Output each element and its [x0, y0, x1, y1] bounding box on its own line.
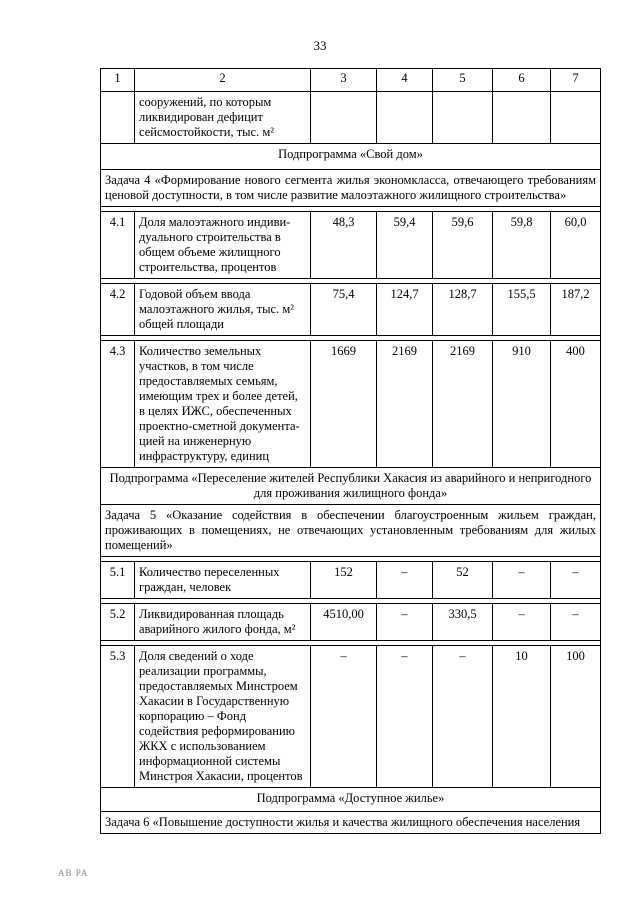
- value-cell: –: [377, 604, 433, 641]
- value-cell: 75,4: [311, 284, 377, 336]
- value-cell: 60,0: [551, 212, 601, 279]
- value-cell: –: [493, 562, 551, 599]
- table-row: [101, 92, 601, 144]
- value-cell: –: [311, 646, 377, 788]
- row-number: 5.2: [101, 604, 135, 641]
- table-row: [101, 212, 601, 279]
- value-cell: 124,7: [377, 284, 433, 336]
- table-row: [101, 604, 601, 641]
- indicator-text: Количество переселенных граждан, человек: [135, 562, 311, 599]
- header-cell: 2: [135, 69, 311, 92]
- subprogram-title: Подпрограмма «Переселение жителей Республики Хакасия из аварийного и непригодного для проживания жилищного фонда»: [101, 468, 601, 505]
- indicators-table: [100, 68, 601, 834]
- value-cell: 910: [493, 341, 551, 468]
- task-title: Задача 5 «Оказание содействия в обеспечении благоустроенным жильем граждан, проживающих в помещениях, не отвечающих установленным требованиям для жилых помещений»: [101, 505, 601, 557]
- value-cell: 400: [551, 341, 601, 468]
- value-cell: 4510,00: [311, 604, 377, 641]
- value-cell: 52: [433, 562, 493, 599]
- value-cell: 59,4: [377, 212, 433, 279]
- indicator-text: Доля малоэтажного индиви-дуального строительства в общем объеме жилищного строительства, процентов: [135, 212, 311, 279]
- indicator-text: Годовой объем ввода малоэтажного жилья, тыс. м² общей площади: [135, 284, 311, 336]
- header-cell: 3: [311, 69, 377, 92]
- row-number: 4.3: [101, 341, 135, 468]
- value-cell: 152: [311, 562, 377, 599]
- subprogram-title: Подпрограмма «Свой дом»: [101, 144, 601, 170]
- value-cell: –: [493, 604, 551, 641]
- header-cell: 7: [551, 69, 601, 92]
- value-cell: –: [377, 562, 433, 599]
- row-number: 4.1: [101, 212, 135, 279]
- table-row: [101, 646, 601, 788]
- value-cell: 2169: [377, 341, 433, 468]
- table-row: [101, 562, 601, 599]
- value-cell: 187,2: [551, 284, 601, 336]
- value-cell: 155,5: [493, 284, 551, 336]
- subprogram-title: Подпрограмма «Доступное жилье»: [101, 788, 601, 812]
- page-number: 33: [313, 38, 327, 53]
- header-cell: 4: [377, 69, 433, 92]
- indicator-text: сооружений, по которым ликвидирован дефицит сейсмостойкости, тыс. м²: [135, 92, 311, 144]
- value-cell: 2169: [433, 341, 493, 468]
- value-cell: 100: [551, 646, 601, 788]
- header-row: [101, 69, 601, 92]
- table-row: [101, 284, 601, 336]
- indicator-text: Доля сведений о ходе реализации программы, предоставляемых Минстроем Хакасии в Государственную корпорацию – Фонд содействия реформированию ЖКХ с использованием информационной системы Минстроя Хакасии, процентов: [135, 646, 311, 788]
- value-cell: 330,5: [433, 604, 493, 641]
- value-cell: –: [551, 604, 601, 641]
- value-cell: 128,7: [433, 284, 493, 336]
- task-title: Задача 4 «Формирование нового сегмента жилья экономкласса, отвечающего требованиям ценовой доступности, в том числе развитие малоэтажного жилищного строительства»: [101, 170, 601, 207]
- header-cell: 5: [433, 69, 493, 92]
- scan-mark: AB PA: [58, 868, 89, 878]
- value-cell: 59,6: [433, 212, 493, 279]
- value-cell: 48,3: [311, 212, 377, 279]
- task-title: Задача 6 «Повышение доступности жилья и качества жилищного обеспечения населения: [101, 812, 601, 834]
- table-row: [101, 341, 601, 468]
- indicator-text: Количество земельных участков, в том числе предоставляемых семьям, имеющим трех и более детей, в целях ИЖС, обеспеченных проектно-сметной документа-цией на инженерную инфраструктуру, единиц: [135, 341, 311, 468]
- value-cell: –: [377, 646, 433, 788]
- value-cell: –: [433, 646, 493, 788]
- row-number: 4.2: [101, 284, 135, 336]
- indicator-text: Ликвидированная площадь аварийного жилого фонда, м²: [135, 604, 311, 641]
- header-cell: 1: [101, 69, 135, 92]
- value-cell: 59,8: [493, 212, 551, 279]
- row-number: 5.1: [101, 562, 135, 599]
- value-cell: –: [551, 562, 601, 599]
- value-cell: 10: [493, 646, 551, 788]
- value-cell: 1669: [311, 341, 377, 468]
- header-cell: 6: [493, 69, 551, 92]
- row-number: 5.3: [101, 646, 135, 788]
